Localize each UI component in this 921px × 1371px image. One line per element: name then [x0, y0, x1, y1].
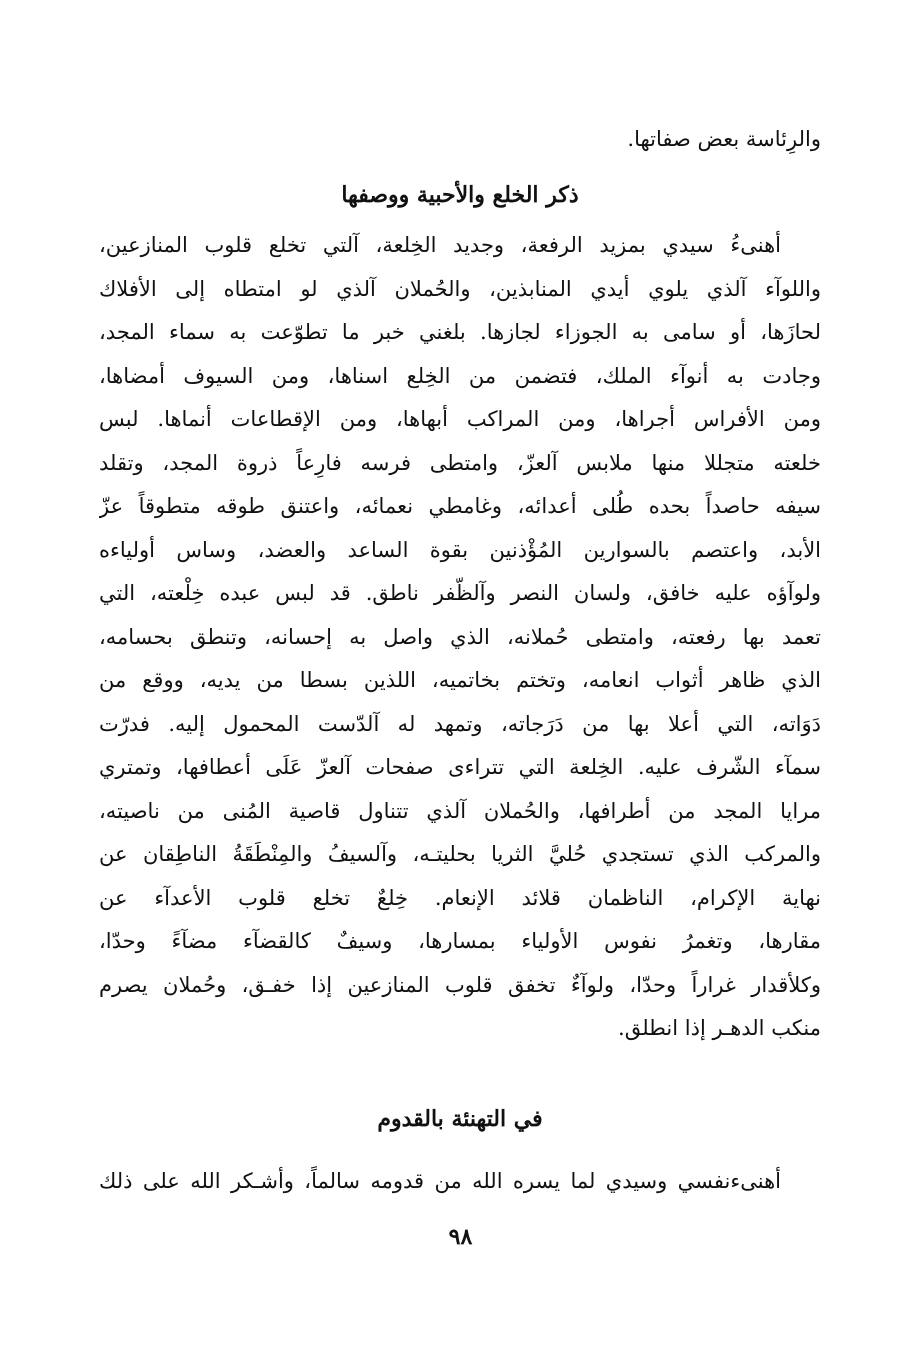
paragraph-2: [99, 1160, 821, 1204]
text-line: الأبد، واعتصم بالسوارين المُؤْذنين بقوة الساعد والعضد، وساس أولياءه: [99, 537, 821, 562]
text-line: مرايا المجد من أطرافها، والحُملان آلذي تتناول قاصية المُنى من ناصيته،: [99, 798, 821, 823]
text-line: سيفه حاصداً بحده طُلى أعدائه، وغامطي نعمائه، واعتنق طوقه متطوقاً عزّ: [99, 494, 821, 518]
text-line: أهنىءُ سيدي بمزيد الرفعة، وجديد الخِلعة، آلتي تخلع قلوب المنازعين،: [99, 233, 781, 257]
section-heading-1: ذكر الخلع والأحبية ووصفها: [341, 182, 579, 208]
text-line: وكلأقدار غراراً وحدّا، ولوآءٌ تخفق قلوب المنازعين إذا خفـق، وحُملان يصرم: [99, 972, 821, 997]
section-heading-2: في التهنئة بالقدوم: [377, 1106, 543, 1132]
text-line: خلعته متجللا منها ملابس آلعزّ، وامتطى فرسه فارِعاً ذروة المجد، وتقلد: [99, 450, 821, 475]
text-line: نهاية الإكرام، الناظمان قلائد الإنعام. خِلعٌ تخلع قلوب الأعدآء عن: [99, 885, 821, 910]
top-line-block: [99, 118, 821, 162]
text-line: والرِئاسة بعض صفاتها.: [627, 127, 821, 151]
text-line: ومن الأفراس أجراها، ومن المراكب أبهاها، ومن الإقطاعات أنماها. لبس: [99, 407, 821, 431]
text-line: واللوآء آلذي يلوي أيدي المنابذين، والحُملان آلذي لو امتطاه إلى الأفلاك: [99, 276, 821, 301]
text-line: الذي ظاهر أثواب انعامه، وتختم بخاتميه، اللذين بسطا من يديه، ووقع من: [99, 668, 821, 692]
paragraph-1: [99, 224, 821, 1051]
text-line: مقارها، وتغمرُ نفوس الأولياء بمسارها، وسيفٌ كالقضآء مضآءً وحدّا،: [99, 929, 821, 953]
text-line: دَوَاته، التي أعلا بها من دَرَجاته، وتمهد له آلدّست المحمول إليه. فدرّت: [99, 711, 821, 736]
text-line: تعمد بها رفعته، وامتطى حُملانه، الذي واصل به إحسانه، وتنطق بحسامه،: [99, 624, 821, 649]
text-line: وجادت به أنوآء الملك، فتضمن من الخِلع اسناها، ومن السيوف أمضاها،: [99, 363, 821, 388]
text-line: منكب الدهـر إذا انطلق.: [618, 1016, 821, 1040]
page-number: ٩٨: [448, 1224, 473, 1250]
text-line: ولوآؤه عليه خافق، ولسان النصر وآلظّفر ناطق. قد لبس عبده خِلْعته، التي: [99, 581, 821, 605]
text-line: والمركب الذي تستجدي حُليَّ الثريا بحليتـه، وآلسيفُ والمِنْطَقَةُ الناطِقان عن: [99, 842, 821, 866]
text-line: أهنىءنفسي وسيدي لما يسره الله من قدومه سالماً، وأشـكر الله على ذلك: [99, 1169, 781, 1193]
text-line: لحازَها، أو سامى به الجوزاء لجازها. بلغني خبر ما تطوّعت به سماء المجد،: [99, 320, 821, 344]
text-line: سمآء الشّرف عليه. الخِلعة التي تتراءى صفحات آلعزّ عَلَى أعطافها، وتمتري: [99, 755, 821, 779]
